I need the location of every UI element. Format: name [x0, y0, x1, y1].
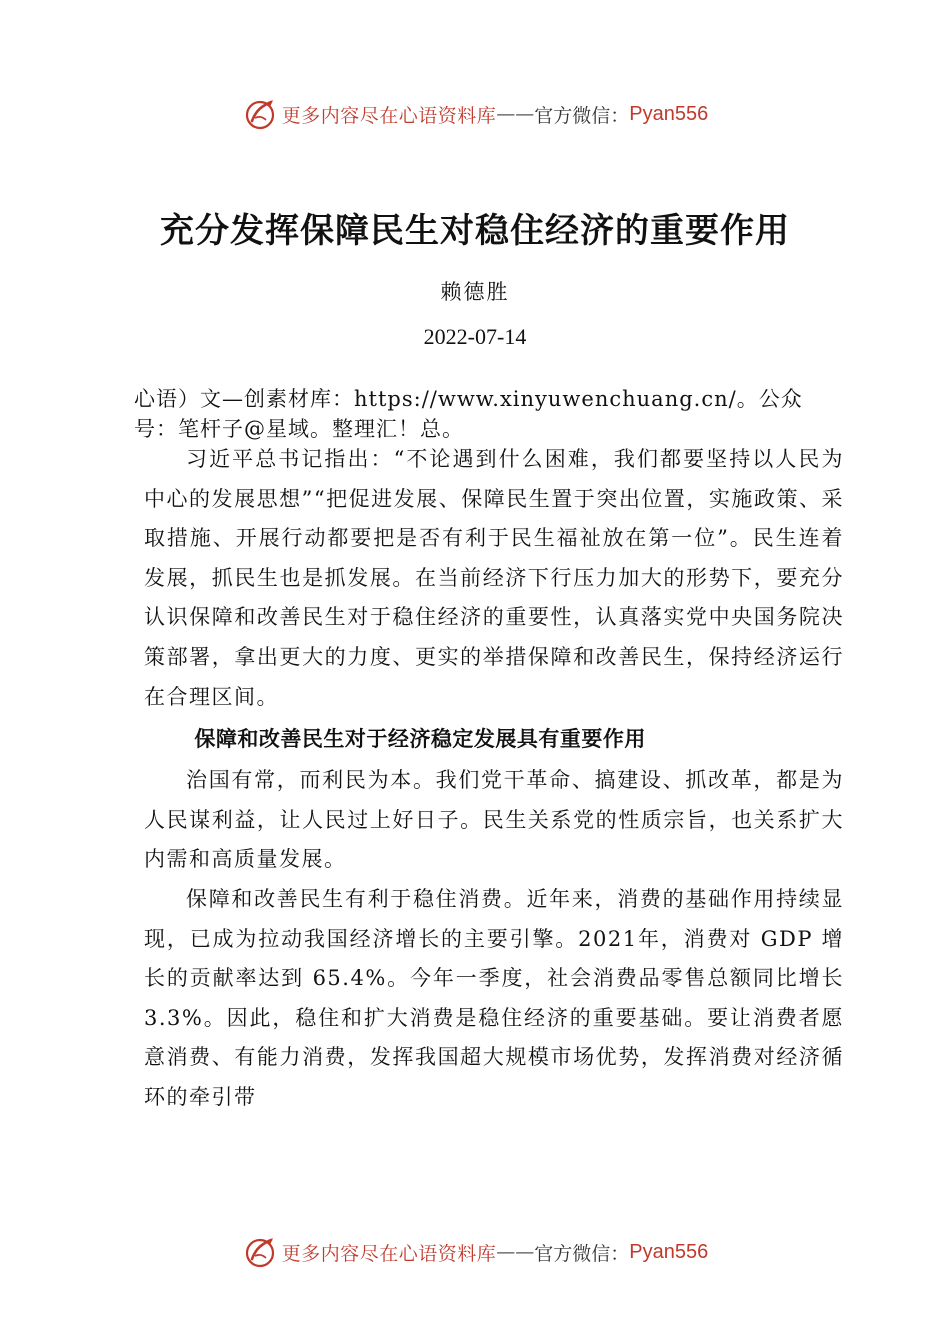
article-body: [144, 440, 844, 1118]
watermark-dash: ——: [496, 1241, 535, 1263]
section-paragraph-1: 治国有常，而利民为本。我们党干革命、搞建设、抓改革，都是为人民谋利益，让人民过上好日子。民生关系党的性质宗旨，也关系扩大内需和高质量发展。: [144, 768, 844, 872]
watermark-wechat-label: 官方微信：: [534, 104, 630, 127]
watermark-site-name: 更多内容尽在心语资料库: [281, 104, 497, 127]
intro-paragraph: 习近平总书记指出：“不论遇到什么困难，我们都要坚持以人民为中心的发展思想”“把促进发展、保障民生置于突出位置，实施政策、采取措施、开展行动都要把是否有利于民生福祉放在第一位”。民生连着发展，抓民生也是抓发展。在当前经济下行压力加大的形势下，要充分认识保障和改善民生对于稳住经济的重要性，认真落实党中央国务院决策部署，拿出更大的力度、更实的举措保障和改善民生，保持经济运行在合理区间。: [144, 447, 844, 709]
article-title: 充分发挥保障民生对稳住经济的重要作用: [160, 211, 790, 251]
section-paragraph-2: 保障和改善民生有利于稳住消费。近年来，消费的基础作用持续显现，已成为拉动我国经济增长的主要引擎。2021年，消费对 GDP 增长的贡献率达到 65.4%。今年一季度，社会消费品零售总额同比增长 3.3%。因此，稳住和扩大消费是稳住经济的重要基础。要让消费者愿意消费、有能力消费，发挥我国超大规模市场优势，发挥消费对经济循环的牵引带: [144, 886, 844, 1109]
article-date: 2022-07-14: [423, 324, 527, 349]
watermark-wechat-id: Pyan556: [629, 102, 709, 125]
library-logo-icon: [242, 1234, 278, 1270]
watermark-wechat-id: Pyan556: [629, 1240, 709, 1263]
library-logo-icon: [242, 96, 278, 132]
article-author: 赖德胜: [440, 280, 510, 304]
watermark-dash: ——: [496, 103, 535, 125]
section-heading: 保障和改善民生对于经济稳定发展具有重要作用: [194, 727, 646, 752]
watermark-wechat-label: 官方微信：: [534, 1242, 630, 1265]
watermark-banner-top: [0, 94, 950, 134]
watermark-banner-bottom: [0, 1232, 950, 1272]
source-note: 心语）文—创素材库：https://www.xinyuwenchuang.cn/。公众号：笔杆子@星域。整理汇！总。: [134, 387, 803, 441]
watermark-site-name: 更多内容尽在心语资料库: [281, 1242, 497, 1265]
